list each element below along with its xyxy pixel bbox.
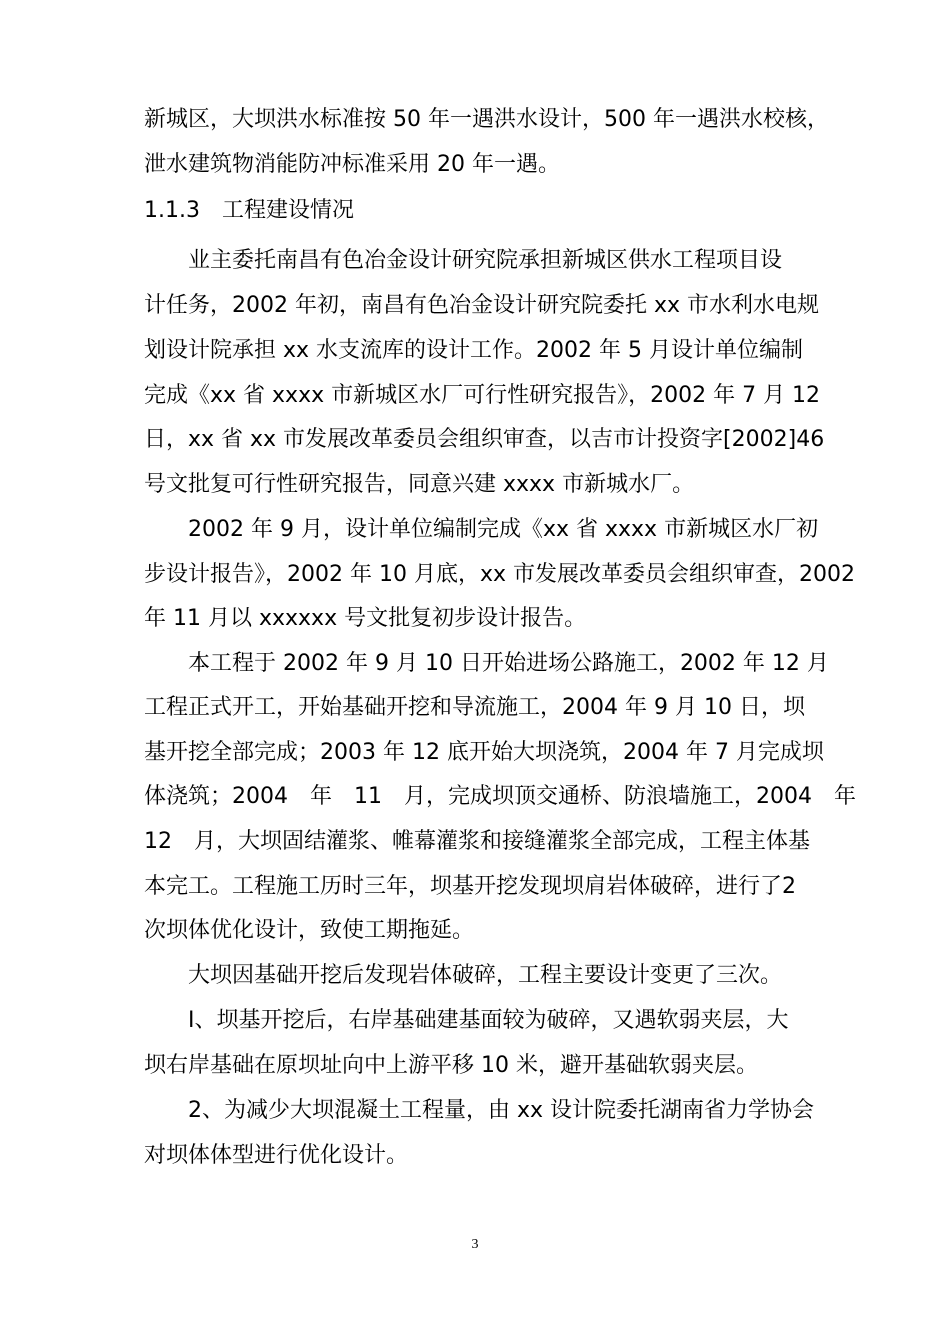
page-number: 3 [471,1237,479,1252]
text-line: 泄水建筑物消能防冲标准采用 20 年一遇。 [144,152,560,177]
text-line: 对坝体体型进行优化设计。 [144,1143,409,1168]
text-line: 步设计报告》，2002 年 10 月底，xx 市发展改革委员会组织审查，2002 [144,562,855,587]
text-line: 年 11 月以 xxxxxx 号文批复初步设计报告。 [144,606,587,631]
text-line: 工程正式开工，开始基础开挖和导流施工，2004 年 9 月 10 日，坝 [144,695,805,720]
paragraph-first-line: 大坝因基础开挖后发现岩体破碎，工程主要设计变更了三次。 [188,963,783,988]
paragraph-first-line: Ⅰ、坝基开挖后，右岸基础建基面较为破碎，又遇软弱夹层，大 [188,1008,789,1033]
paragraph-first-line: 2002 年 9 月，设计单位编制完成《xx 省 xxxx 市新城区水厂初 [188,517,819,542]
text-line: 计任务，2002 年初，南昌有色冶金设计研究院委托 xx 市水利水电规 [144,293,820,318]
text-line: 坝右岸基础在原坝址向中上游平移 10 米，避开基础软弱夹层。 [144,1053,758,1078]
paragraph-first-line: 本工程于 2002 年 9 月 10 日开始进场公路施工，2002 年 12 月 [188,651,829,676]
text-line: 本完工。工程施工历时三年，坝基开挖发现坝肩岩体破碎，进行了2 [144,874,796,899]
text-line: 体浇筑；2004 年 11 月，完成坝顶交通桥、防浪墙施工，2004 年 [144,784,856,809]
text-line: 次坝体优化设计，致使工期拖延。 [144,918,475,943]
paragraph-first-line: 2、为减少大坝混凝土工程量，由 xx 设计院委托湖南省力学协会 [188,1098,815,1123]
text-line: 12 月，大坝固结灌浆、帷幕灌浆和接缝灌浆全部完成，工程主体基 [144,829,810,854]
text-line: 号文批复可行性研究报告，同意兴建 xxxx 市新城水厂。 [144,472,695,497]
text-line: 日，xx 省 xx 市发展改革委员会组织审查，以吉市计投资字[2002]46 [144,427,825,452]
paragraph-first-line: 业主委托南昌有色冶金设计研究院承担新城区供水工程项目设 [188,248,783,273]
section-heading: 1.1.3 工程建设情况 [144,198,354,223]
text-line: 完成《xx 省 xxxx 市新城区水厂可行性研究报告》，2002 年 7 月 12 [144,383,821,408]
text-line: 基开挖全部完成；2003 年 12 底开始大坝浇筑，2004 年 7 月完成坝 [144,740,824,765]
text-line: 划设计院承担 xx 水支流库的设计工作。2002 年 5 月设计单位编制 [144,338,803,363]
text-line: 新城区，大坝洪水标准按 50 年一遇洪水设计，500 年一遇洪水校核， [144,107,829,132]
